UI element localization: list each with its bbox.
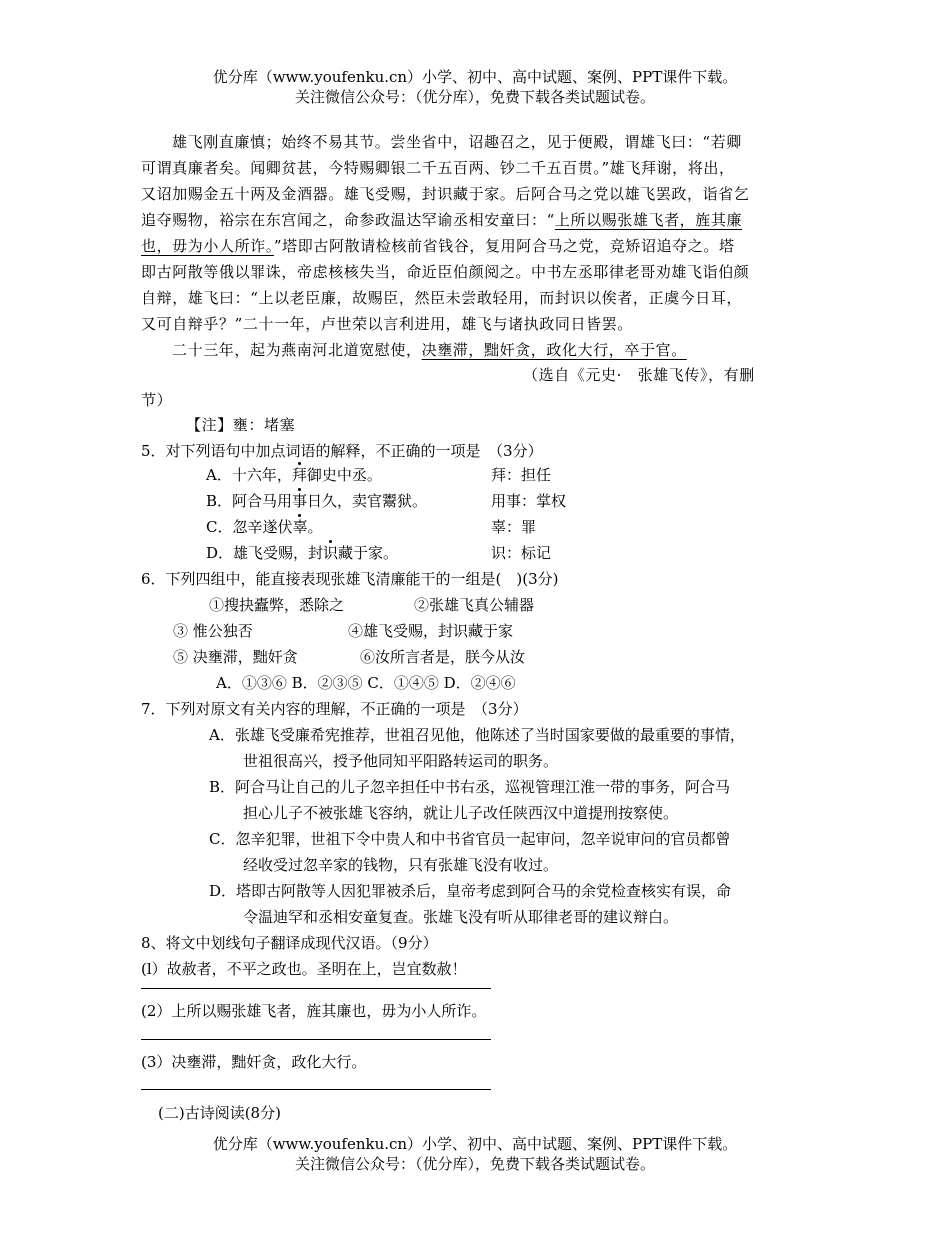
passage-text: ”塔即古阿散请检核前省钱谷，复用阿合马之党，竞矫诏追夺之。塔 [273,237,735,255]
question-7-stem: 7．下列对原文有关内容的理解，不正确的一项是 （3分） [141,700,528,718]
header-line-2: 关注微信公众号：（优分库），免费下载各类试题试卷。 [294,88,655,106]
q5-gloss-c: 辜：罪 [491,518,537,536]
dotted-word: 事 [292,492,308,510]
passage-line: 又可自辩乎？”二十一年，卢世荣以言利进用，雄飞与诸执政同日皆罢。 [141,315,633,333]
q7-option-c-cont: 经收受过忽辛家的钱物，只有张雄飞没有收过。 [243,856,559,874]
header-line-1: 优分库（www.youfenku.cn）小学、初中、高中试题、案例、PPT课件下载。 [212,68,738,86]
q6-choices: A．①③⑥ B．②③⑤ C．①④⑤ D．②④⑥ [216,674,516,692]
q6-item: ①搜抉蠹弊，悉除之 [209,596,345,614]
q7-option-c: C．忽辛犯罪，世祖下令中贵人和中书省官员一起审问，忽辛说审问的官员都曾 [209,830,731,848]
underlined-sentence: 也，毋为小人所诈。 [141,237,274,255]
annotation-note: 【注】壅：堵塞 [186,416,296,434]
passage-text: 二十三年，起为燕南河北道宽慰使， [172,341,422,359]
q6-item: ⑤ 决壅滞，黜奸贪 [173,648,298,666]
q5-option-d: D．雄飞受赐，封识藏于家。 [206,544,399,562]
q6-item: ④雄飞受赐，封识藏于家 [348,622,514,640]
question-5-stem: 5．对下列语句中加点词语的解释，不正确的一项是 （3分） [141,442,543,460]
section-heading: (二)古诗阅读(8分) [158,1104,281,1122]
question-8-stem: 8、将文中划线句子翻译成现代汉语。（9分） [141,934,438,952]
q5-option-b: B．阿合马用事日久，卖官鬻狱。 [206,492,428,510]
answer-line[interactable] [141,1089,491,1090]
footer-line-1: 优分库（www.youfenku.cn）小学、初中、高中试题、案例、PPT课件下载。 [212,1135,738,1153]
passage-line [141,235,735,256]
source-citation-end: 节） [141,391,173,409]
footer-line-2: 关注微信公众号：（优分库），免费下载各类试题试卷。 [294,1155,655,1173]
q7-option-d-cont: 令温迪罕和丞相安童复查。张雄飞没有听从耶律老哥的建议辩白。 [243,908,679,926]
q5-option-a: A．十六年，拜御史中丞。 [206,466,382,484]
passage-text: 追夺赐物，裕宗在东宫闻之，命参政温达罕谕丞相安童曰：“ [141,211,555,229]
q5-gloss-a: 拜：担任 [491,466,552,484]
q7-option-a-cont: 世祖很高兴，授予他同知平阳路转运司的职务。 [243,752,559,770]
dotted-word: 辜 [292,518,308,536]
passage-line: 雄飞刚直廉慎；始终不易其节。尝坐省中，诏趣召之，见于便殿，谓雄飞曰：“若卿 [172,133,742,151]
q6-item: ②张雄飞真公辅器 [414,596,535,614]
q8-sentence-1: (l）故赦者，不平之政也。圣明在上，岂宜数赦！ [141,960,467,978]
passage-line [141,209,742,230]
answer-line[interactable] [141,988,491,989]
passage-line [172,339,687,360]
q5-gloss-d: 识：标记 [491,544,552,562]
q7-option-a: A．张雄飞受廉希宪推荐，世祖召见他，他陈述了当时国家要做的最重要的事情， [209,726,745,744]
passage-line: 自辩，雄飞曰：“上以老臣廉，故赐臣，然臣未尝敢轻用，而封识以俟者，正虞今日耳， [141,289,743,307]
underlined-sentence: 上所以赐张雄飞者，旌其廉 [554,211,743,229]
q8-sentence-2: (2）上所以赐张雄飞者，旌其廉也，毋为小人所诈。 [141,1002,487,1020]
q6-item: ③ 惟公独否 [173,622,253,640]
q6-item: ⑥汝所言者是，朕今从汝 [360,648,526,666]
q7-option-b: B．阿合马让自己的儿子忽辛担任中书右丞，巡视管理江淮一带的事务，阿合马 [209,778,731,796]
passage-line: 即古阿散等俄以罪诛，帝虑核核失当，命近臣伯颜阅之。中书左丞耶律老哥劝雄飞诣伯颜 [141,263,750,281]
question-6-stem: 6．下列四组中，能直接表现张雄飞清廉能干的一组是( )(3分) [141,570,559,588]
dotted-word: 拜 [291,466,307,484]
answer-line[interactable] [141,1039,491,1040]
source-citation: （选自《元史· 张雄飞传》，有删 [523,366,755,384]
q5-gloss-b: 用事：掌权 [491,492,567,510]
dotted-word: 识 [323,544,339,562]
q7-option-d: D．塔即古阿散等人因犯罪被杀后，皇帝考虑到阿合马的余党检查核实有误，命 [209,882,732,900]
passage-line: 又诏加赐金五十两及金酒器。雄飞受赐，封识藏于家。后阿合马之党以雄飞罢政，诣省乞 [141,185,750,203]
passage-line: 可谓真廉者矣。闻卿贫甚，今特赐卿银二千五百两、钞二千五百贯。”雄飞拜谢，将出， [141,159,735,177]
q8-sentence-3: (3）决壅滞，黜奸贪，政化大行。 [141,1053,367,1071]
q5-option-c: C．忽辛遂伏辜。 [206,518,323,536]
underlined-sentence: 决壅滞，黜奸贪，政化大行，卒于官。 [421,341,687,359]
q7-option-b-cont: 担心儿子不被张雄飞容纳，就让儿子改任陕西汉中道提刑按察使。 [243,804,679,822]
